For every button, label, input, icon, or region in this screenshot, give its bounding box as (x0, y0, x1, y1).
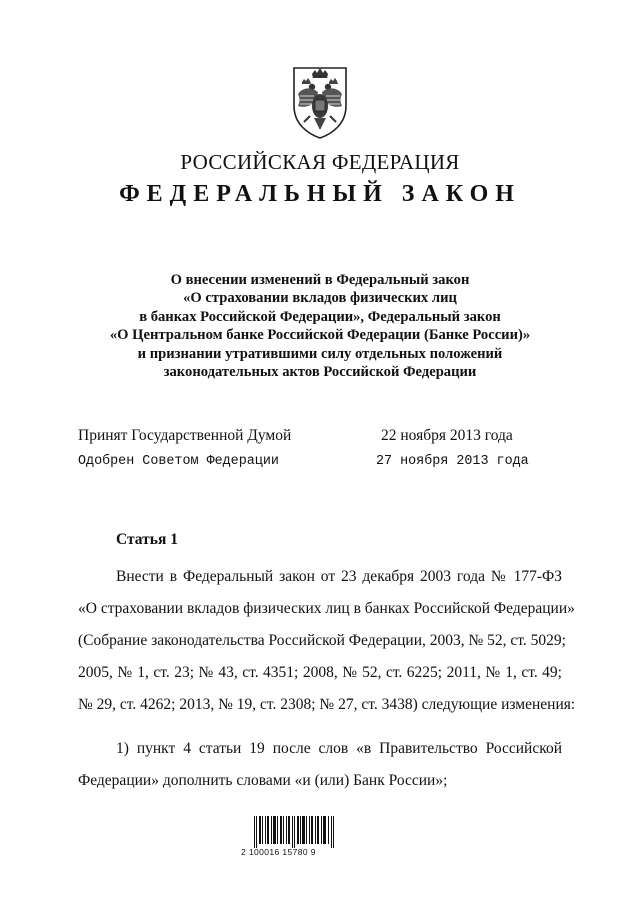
subject-line: в банках Российской Федерации», Федеральный закон (139, 308, 501, 325)
council-approval-label: Одобрен Советом Федерации (78, 454, 279, 469)
subject-line: и признании утратившими силу отдельных положений (137, 345, 503, 362)
subject-line: О внесении изменений в Федеральный закон (170, 272, 470, 288)
duma-adoption-date: 22 ноября 2013 года (381, 427, 513, 444)
paragraph-line: «О страховании вкладов физических лиц в банках Российской Федерации» (78, 600, 575, 617)
paragraph-line: Внести в Федеральный закон от 23 декабря 2003 года № 177-ФЗ (116, 568, 562, 585)
council-approval-date: 27 ноября 2013 года (376, 454, 529, 469)
subject-line: законодательных актов Российской Федерации (163, 364, 477, 381)
law-type-title: ФЕДЕРАЛЬНЫЙ ЗАКОН (119, 181, 521, 207)
russian-coat-of-arms-icon (288, 62, 352, 140)
law-subject (60, 271, 580, 381)
paragraph-line: (Собрание законодательства Российской Федерации, 2003, № 52, ст. 5029; (78, 632, 566, 649)
duma-adoption-label: Принят Государственной Думой (78, 427, 292, 444)
subject-line: «О страховании вкладов физических лиц (183, 290, 457, 307)
country-name: РОССИЙСКАЯ ФЕДЕРАЦИЯ (180, 150, 460, 174)
barcode-number: 2 100016 15780 9 (241, 847, 316, 857)
item-line: 1) пункт 4 статьи 19 после слов «в Правительство Российской (116, 740, 562, 757)
paragraph-line: № 29, ст. 4262; 2013, № 19, ст. 2308; № 27, ст. 3438) следующие изменения: (78, 696, 576, 713)
barcode-icon (254, 816, 334, 848)
paragraph-line: 2005, № 1, ст. 23; № 43, ст. 4351; 2008, № 52, ст. 6225; 2011, № 1, ст. 49; (78, 664, 562, 681)
article-heading: Статья 1 (116, 531, 178, 548)
item-line: Федерации» дополнить словами «и (или) Банк России»; (78, 772, 448, 789)
subject-line: «О Центральном банке Российской Федерации (Банке России)» (109, 327, 531, 344)
